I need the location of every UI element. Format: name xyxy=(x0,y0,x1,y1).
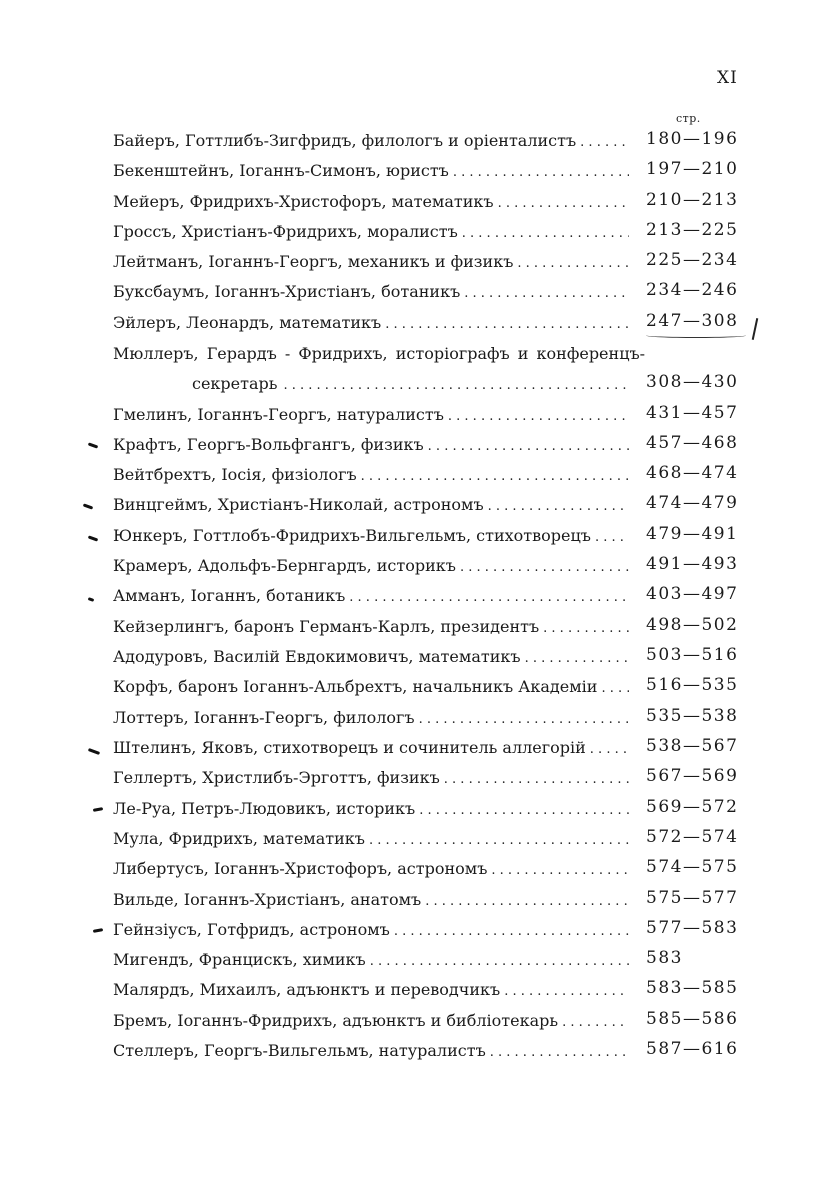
leader-dots xyxy=(525,651,629,666)
leader-dots xyxy=(462,226,629,241)
toc-entry-title: Вильде, Іоганнъ-Христіанъ, анатомъ xyxy=(113,890,422,909)
toc-entry xyxy=(113,252,633,282)
toc-entry-title: Байеръ, Готтлибъ-Зигфридъ, филологъ и оріенталистъ xyxy=(113,131,577,150)
toc-entry-pages: 498—502 xyxy=(646,615,739,635)
leader-dots xyxy=(580,135,629,150)
toc-entry-pages: 213—225 xyxy=(646,220,739,240)
toc-entry-title: Гейнзіусъ, Готфридъ, астрономъ xyxy=(113,920,390,939)
margin-mark xyxy=(88,535,98,541)
toc-entry xyxy=(113,526,633,556)
toc-entry-title: Амманъ, Іоганнъ, ботаникъ xyxy=(113,586,346,605)
toc-entry xyxy=(113,192,633,222)
toc-entry-pages: 457—468 xyxy=(646,433,739,453)
toc-entry xyxy=(113,768,633,798)
leader-dots xyxy=(361,469,629,484)
leader-dots xyxy=(283,378,629,393)
toc-entry-pages: 574—575 xyxy=(646,857,739,877)
toc-entry-pages: 491—493 xyxy=(646,554,739,574)
toc-entry-pages: 247—308 xyxy=(646,311,739,331)
toc-entry-title: Корфъ, баронъ Іоганнъ-Альбрехтъ, начальникъ Академіи xyxy=(113,677,598,696)
toc-entry-title: Штелинъ, Яковъ, стихотворецъ и сочинитель аллегорій xyxy=(113,738,586,757)
toc-entry-title: Малярдъ, Михаилъ, адъюнктъ и переводчикъ xyxy=(113,980,501,999)
leader-dots xyxy=(385,317,629,332)
leader-dots xyxy=(595,530,629,545)
leader-dots xyxy=(369,833,629,848)
toc-entry-title: Гроссъ, Христіанъ-Фридрихъ, моралистъ xyxy=(113,222,458,241)
toc-entry-title: Адодуровъ, Василій Евдокимовичъ, математикъ xyxy=(113,647,521,666)
leader-dots xyxy=(504,984,629,999)
leader-dots xyxy=(448,409,629,424)
toc-entry-pages: 474—479 xyxy=(646,493,739,513)
margin-mark xyxy=(93,807,103,812)
toc-entry xyxy=(113,647,633,677)
leader-dots xyxy=(601,681,629,696)
margin-mark xyxy=(88,597,95,602)
toc-entry-title: Лоттеръ, Іоганнъ-Георгъ, филологъ xyxy=(113,708,415,727)
margin-mark xyxy=(83,503,93,509)
toc-entry xyxy=(113,1041,633,1071)
toc-entry xyxy=(113,556,633,586)
toc-entry-title: Мигендъ, Францискъ, химикъ xyxy=(113,950,366,969)
toc-entry-title: Мейеръ, Фридрихъ-Христофоръ, математикъ xyxy=(113,192,494,211)
toc-entry-title: Кейзерлингъ, баронъ Германъ-Карлъ, президентъ xyxy=(113,617,540,636)
toc-entry-pages: 567—569 xyxy=(646,766,739,786)
toc-entry-title: Бремъ, Іоганнъ-Фридрихъ, адъюнктъ и библіотекарь xyxy=(113,1011,559,1030)
toc-entry-pages: 479—491 xyxy=(646,524,739,544)
toc-entry-title: Бекенштейнъ, Іоганнъ-Симонъ, юристъ xyxy=(113,161,449,180)
toc-entry xyxy=(113,586,633,616)
toc-entry-pages: 308—430 xyxy=(646,372,739,392)
toc-entry xyxy=(113,799,633,829)
toc-entry-pages: 431—457 xyxy=(646,403,739,423)
leader-dots xyxy=(425,894,629,909)
toc-entry-title-line2: секретарь xyxy=(192,374,278,393)
toc-entry-pages: 516—535 xyxy=(646,675,739,695)
toc-entry xyxy=(113,829,633,859)
leader-dots xyxy=(453,165,629,180)
handwritten-tick xyxy=(752,318,759,340)
toc-entry-pages: 403—497 xyxy=(646,584,739,604)
leader-dots xyxy=(394,924,629,939)
toc-entry-title: Ле-Руа, Петръ-Людовикъ, историкъ xyxy=(113,799,416,818)
toc-entry-pages: 583—585 xyxy=(646,978,739,998)
toc-entry-title: Лейтманъ, Іоганнъ-Георгъ, механикъ и физикъ xyxy=(113,252,514,271)
toc-entry xyxy=(113,920,633,950)
toc-entry xyxy=(113,465,633,495)
toc-entry-title: Геллертъ, Христлибъ-Эрготтъ, физикъ xyxy=(113,768,440,787)
toc-entry-title: Стеллеръ, Георгъ-Вильгельмъ, натуралистъ xyxy=(113,1041,486,1060)
toc-entry-title: Гмелинъ, Іоганнъ-Георгъ, натуралистъ xyxy=(113,405,444,424)
toc-entry-title: Мула, Фридрихъ, математикъ xyxy=(113,829,365,848)
toc-entry-title: Винцгеймъ, Христіанъ-Николай, астрономъ xyxy=(113,495,484,514)
toc-entry-pages: 197—210 xyxy=(646,159,739,179)
leader-dots xyxy=(419,803,629,818)
margin-mark xyxy=(88,748,100,755)
handwritten-underline xyxy=(646,333,746,338)
toc-entry-title: Буксбаумъ, Іоганнъ-Христіанъ, ботаникъ xyxy=(113,282,461,301)
toc-entry xyxy=(113,131,633,161)
leader-dots xyxy=(562,1015,629,1030)
toc-entry-title: Крамеръ, Адольфъ-Бернгардъ, историкъ xyxy=(113,556,456,575)
toc-entry xyxy=(113,161,633,191)
toc-entry-title-line1: Мюллеръ, Герардъ - Фридрихъ, исторіографъ и конференцъ- xyxy=(113,344,646,363)
leader-dots xyxy=(491,863,629,878)
toc-entry-title: Либертусъ, Іоганнъ-Христофоръ, астрономъ xyxy=(113,859,488,878)
toc-entry-pages: 572—574 xyxy=(646,827,739,847)
leader-dots xyxy=(370,954,629,969)
leader-dots xyxy=(464,286,629,301)
toc-entry-pages: 583 xyxy=(646,948,683,968)
toc-entry-title: Крафтъ, Георгъ-Вольфгангъ, физикъ xyxy=(113,435,424,454)
leader-dots xyxy=(590,742,629,757)
toc-entry xyxy=(192,374,633,393)
leader-dots xyxy=(490,1045,629,1060)
toc-entry xyxy=(113,495,633,525)
toc-entry-title: Вейтбрехтъ, Іосія, физіологъ xyxy=(113,465,357,484)
toc-entry-pages: 180—196 xyxy=(646,129,739,149)
toc-entry xyxy=(113,1011,633,1041)
leader-dots xyxy=(444,772,629,787)
leader-dots xyxy=(419,712,629,727)
toc-entry-pages: 468—474 xyxy=(646,463,739,483)
toc-entry-pages: 535—538 xyxy=(646,706,739,726)
toc-entry xyxy=(113,950,633,980)
toc-entry xyxy=(113,738,633,768)
toc-entry xyxy=(113,313,633,343)
leader-dots xyxy=(460,560,629,575)
toc-entry-pages: 569—572 xyxy=(646,797,739,817)
toc-entry-pages: 234—246 xyxy=(646,280,739,300)
toc-entry xyxy=(113,282,633,312)
toc-entry xyxy=(113,859,633,889)
toc-entry-pages: 225—234 xyxy=(646,250,739,270)
leader-dots xyxy=(498,196,629,211)
page-number: XI xyxy=(717,68,738,88)
leader-dots xyxy=(428,439,629,454)
toc-entry xyxy=(113,222,633,252)
toc-entry xyxy=(113,617,633,647)
pages-column-label: стр. xyxy=(676,112,701,125)
toc-entry xyxy=(113,677,633,707)
leader-dots xyxy=(517,256,629,271)
leader-dots xyxy=(488,499,629,514)
leader-dots xyxy=(349,590,629,605)
toc-entry xyxy=(113,890,633,920)
toc-entry xyxy=(113,980,633,1010)
toc-entry xyxy=(113,435,633,465)
toc-entry-pages: 575—577 xyxy=(646,888,739,908)
toc-entry-pages: 503—516 xyxy=(646,645,739,665)
toc-entry-pages: 587—616 xyxy=(646,1039,739,1059)
toc-entry-pages: 577—583 xyxy=(646,918,739,938)
margin-mark xyxy=(88,442,98,448)
toc-entry-pages: 538—567 xyxy=(646,736,739,756)
toc-entry xyxy=(113,708,633,738)
toc-entry-title: Эйлеръ, Леонардъ, математикъ xyxy=(113,313,382,332)
margin-mark xyxy=(93,928,103,933)
toc-entry-pages: 585—586 xyxy=(646,1009,739,1029)
toc-entry xyxy=(113,405,633,435)
toc-entry-pages: 210—213 xyxy=(646,190,739,210)
leader-dots xyxy=(543,621,629,636)
toc-entry-title: Юнкеръ, Готтлобъ-Фридрихъ-Вильгельмъ, стихотворецъ xyxy=(113,526,591,545)
